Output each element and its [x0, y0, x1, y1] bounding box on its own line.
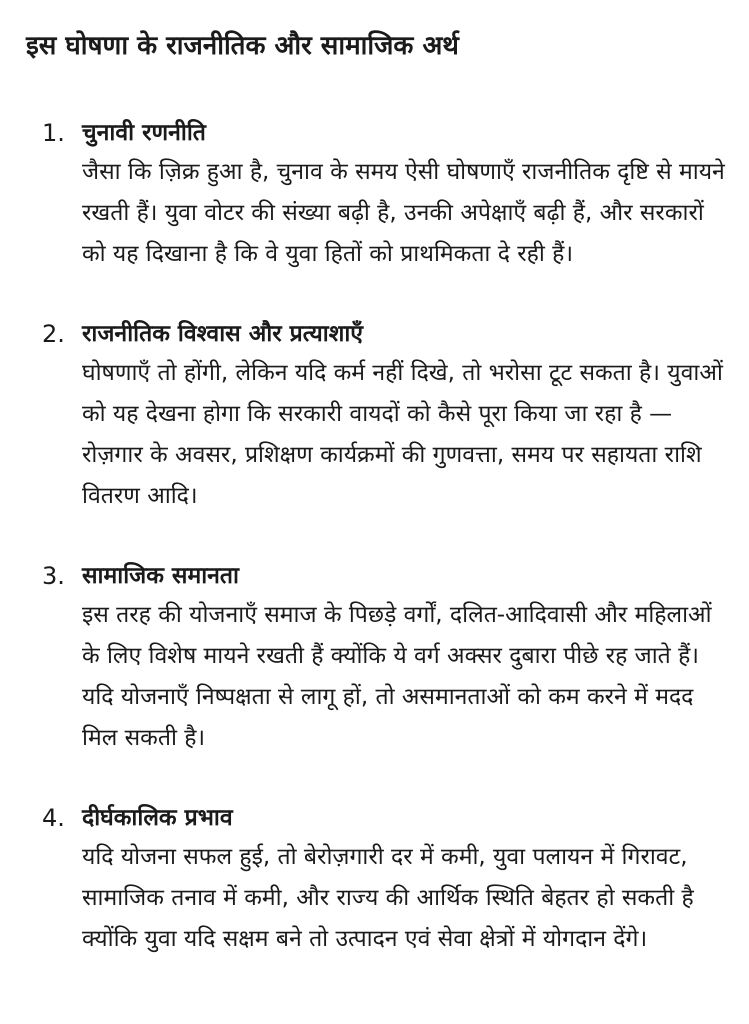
list-item-number: 1.	[42, 119, 65, 147]
list-item-number: 2.	[42, 320, 65, 348]
list-item-heading: सामाजिक समानता	[82, 563, 240, 589]
list-item	[26, 114, 729, 275]
list-item	[26, 799, 729, 960]
list-item-number: 4.	[42, 804, 65, 832]
list-item-number: 3.	[42, 562, 65, 590]
list-item-body: जैसा कि ज़िक्र हुआ है, चुनाव के समय ऐसी घोषणाएँ राजनीतिक दृष्टि से मायने रखती हैं। युवा वोटर की संख्या बढ़ी है, उनकी अपेक्षाएँ बढ़ी हैं, और सरकारों को यह दिखाना है कि वे युवा हितों को प्राथमिकता दे रही हैं।	[82, 159, 725, 267]
list-item-body: यदि योजना सफल हुई, तो बेरोज़गारी दर में कमी, युवा पलायन में गिरावट, सामाजिक तनाव में कमी, और राज्य की आर्थिक स्थिति बेहतर हो सकती है क्योंकि युवा यदि सक्षम बने तो उत्पादन एवं सेवा क्षेत्रों में योगदान देंगे।	[82, 844, 694, 952]
list-item-body: इस तरह की योजनाएँ समाज के पिछड़े वर्गों, दलित-आदिवासी और महिलाओं के लिए विशेष मायने रखती हैं क्योंकि ये वर्ग अक्सर दुबारा पीछे रह जाते हैं। यदि योजनाएँ निष्पक्षता से लागू हों, तो असमानताओं को कम करने में मदद मिल सकती है।	[82, 602, 712, 751]
list-item-body: घोषणाएँ तो होंगी, लेकिन यदि कर्म नहीं दिखे, तो भरोसा टूट सकता है। युवाओं को यह देखना होगा कि सरकारी वायदों को कैसे पूरा किया जा रहा है — रोज़गार के अवसर, प्रशिक्षण कार्यक्रमों की गुणवत्ता, समय पर सहायता राशि वितरण आदि।	[82, 360, 723, 509]
numbered-list	[26, 114, 729, 960]
page-title: इस घोषणा के राजनीतिक और सामाजिक अर्थ	[26, 31, 459, 61]
list-item-heading: दीर्घकालिक प्रभाव	[82, 805, 233, 831]
list-item-heading: चुनावी रणनीति	[82, 120, 206, 146]
list-item	[26, 315, 729, 517]
list-item	[26, 557, 729, 759]
list-item-heading: राजनीतिक विश्वास और प्रत्याशाएँ	[82, 321, 364, 347]
